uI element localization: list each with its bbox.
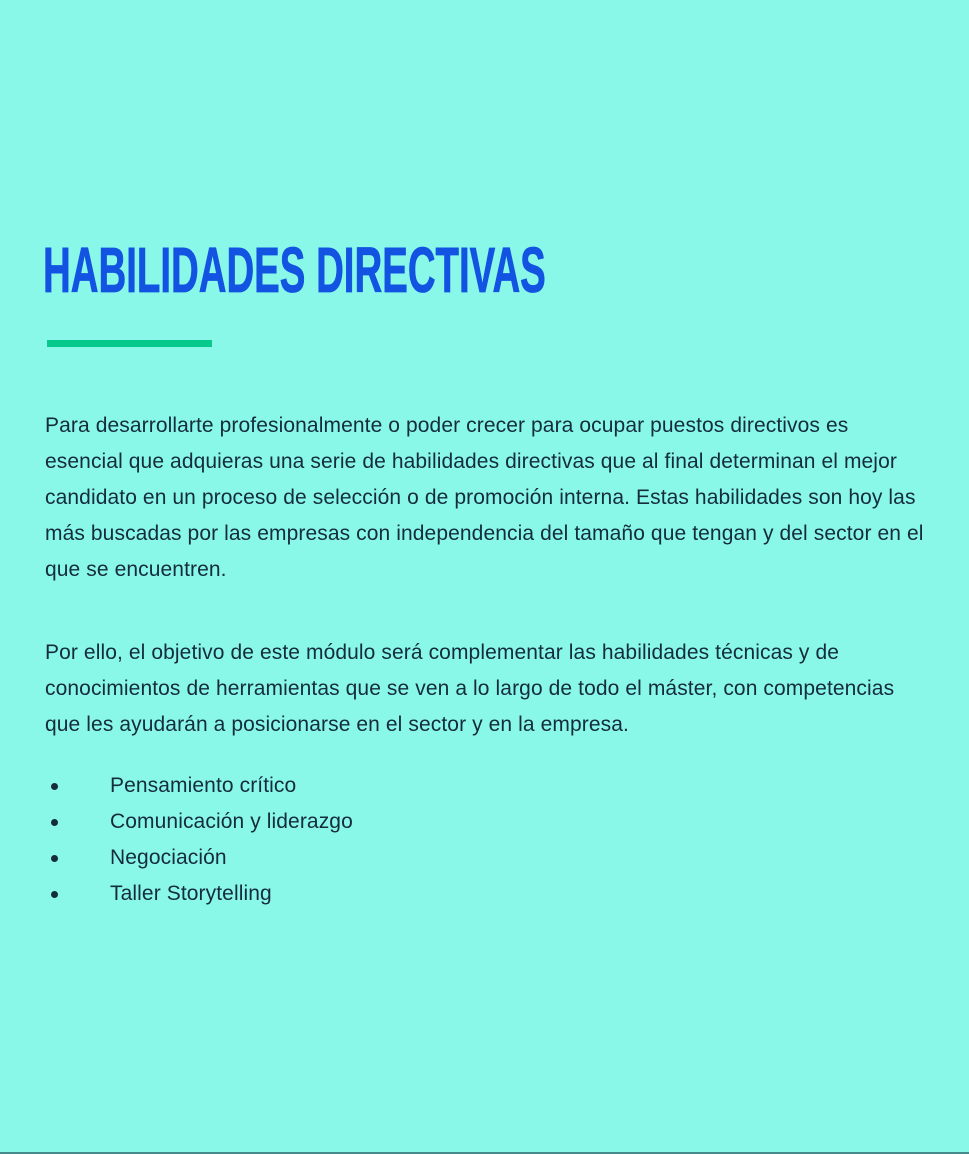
bullet-dot-icon bbox=[51, 855, 58, 862]
skills-list bbox=[45, 768, 665, 912]
page-title: HABILIDADES DIRECTIVAS bbox=[43, 234, 546, 306]
list-item-label: Negociación bbox=[110, 846, 227, 869]
list-item bbox=[45, 840, 665, 876]
bullet-dot-icon bbox=[51, 891, 58, 898]
bullet-dot-icon bbox=[51, 783, 58, 790]
accent-underline bbox=[47, 340, 212, 347]
list-item-label: Comunicación y liderazgo bbox=[110, 810, 353, 833]
list-item bbox=[45, 804, 665, 840]
bullet-dot-icon bbox=[51, 819, 58, 826]
objective-paragraph: Por ello, el objetivo de este módulo será complementar las habilidades técnicas y de conocimientos de herramientas que se ven a lo largo de todo el máster, con competencias que les ayudarán a posicionarse en el sector y en la empresa. bbox=[45, 641, 895, 736]
list-item bbox=[45, 768, 665, 804]
list-item-label: Pensamiento crítico bbox=[110, 774, 297, 797]
list-item bbox=[45, 876, 665, 912]
list-item-label: Taller Storytelling bbox=[110, 882, 272, 905]
intro-paragraph: Para desarrollarte profesionalmente o poder crecer para ocupar puestos directivos es esencial que adquieras una serie de habilidades directivas que al final determinan el mejor candidato en un proceso de selección o de promoción interna. Estas habilidades son hoy las más buscadas por las empresas con independencia del tamaño que tengan y del sector en el que se encuentren. bbox=[45, 414, 924, 581]
